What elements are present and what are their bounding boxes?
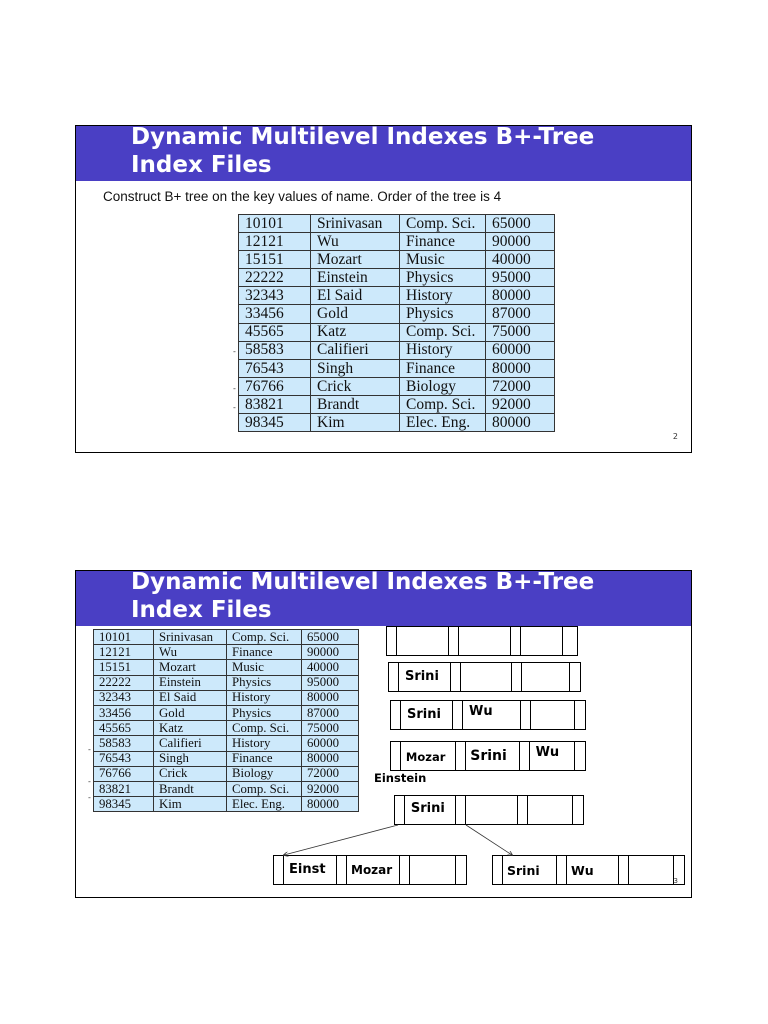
table-cell: Finance [227,751,302,766]
table-cell: 76543 [239,359,311,377]
node-key: Wu [571,863,594,878]
table-cell: Physics [227,675,302,690]
node-key: Srini [470,748,507,764]
table-cell: 40000 [486,251,555,269]
table-cell: Kim [154,797,227,812]
table-cell: 76543 [94,751,154,766]
table-row [239,269,555,287]
table-cell: Comp. Sci. [227,781,302,796]
table-cell: Srinivasan [311,215,400,233]
table-cell: Comp. Sci. [400,215,486,233]
table-cell: 60000 [302,736,359,751]
table-cell: Mozart [154,660,227,675]
table-cell: El Said [154,690,227,705]
table-cell: 58583 [239,341,311,359]
table-cell: 92000 [486,395,555,413]
table-cell: 72000 [302,766,359,781]
tree-edges [76,571,691,897]
overflow-key-label: Einstein [374,771,427,785]
table-cell: 90000 [486,233,555,251]
page-number: 3 [673,877,678,885]
table-row [239,215,555,233]
table-cell: Physics [400,305,486,323]
node-key: Mozar [405,750,446,764]
table-cell: 10101 [94,630,154,645]
table-cell: 12121 [239,233,311,251]
slide-1-title [131,123,671,179]
table-cell: 83821 [239,395,311,413]
page-number: 2 [672,432,678,441]
table-cell: 65000 [486,215,555,233]
slide-1-title-banner [76,126,691,181]
table-cell: History [227,690,302,705]
table-cell: 58583 [94,736,154,751]
table-cell: 80000 [486,359,555,377]
node-key: Wu [469,704,493,719]
table-cell: 92000 [302,781,359,796]
table-cell: 95000 [302,675,359,690]
table-cell: Gold [311,305,400,323]
slide-2-title-line-2: Index Files [131,597,272,623]
bullet-mark: - [233,347,236,356]
table-cell: 33456 [239,305,311,323]
table-cell: History [400,287,486,305]
table-cell: 95000 [486,269,555,287]
table-cell: Mozart [311,251,400,269]
table-cell: Biology [227,766,302,781]
table-cell: Finance [400,233,486,251]
table-cell: Einstein [311,269,400,287]
slide-1 [75,125,692,453]
table-cell: 80000 [486,414,555,432]
edge-root-to-left-leaf [284,825,398,855]
table-cell: Finance [400,359,486,377]
table-cell: Kim [311,414,400,432]
table-cell: 83821 [94,781,154,796]
table-cell: Califieri [311,341,400,359]
table-cell: 87000 [302,705,359,720]
node-key: Wu [535,745,560,760]
bullet-mark: - [88,745,91,754]
edge-root-to-right-leaf [466,825,512,855]
table-cell: 15151 [239,251,311,269]
table-row [239,414,555,432]
table-cell: 98345 [239,414,311,432]
node-key: Srini [407,707,441,722]
node-key: Einst [289,862,326,877]
table-cell: History [227,736,302,751]
table-row [239,323,555,341]
table-cell: 76766 [94,766,154,781]
slide-1-title-line-1: Dynamic Multilevel Indexes B+-Tree [131,124,595,150]
table-cell: Comp. Sci. [400,323,486,341]
table-cell: Gold [154,705,227,720]
table-cell: 87000 [486,305,555,323]
table-cell: Wu [154,645,227,660]
table-cell: Brandt [154,781,227,796]
table-cell: Katz [154,721,227,736]
table-cell: 76766 [239,377,311,395]
node-key: Srini [404,669,439,684]
table-cell: History [400,341,486,359]
table-cell: 72000 [486,377,555,395]
table-cell: Crick [311,377,400,395]
table-cell: Comp. Sci. [227,630,302,645]
bullet-mark: - [233,403,236,412]
table-cell: Singh [154,751,227,766]
table-cell: 33456 [94,705,154,720]
table-cell: Comp. Sci. [400,395,486,413]
bullet-mark: - [88,777,91,786]
table-cell: Finance [227,645,302,660]
table-cell: 32343 [94,690,154,705]
table-cell: 65000 [302,630,359,645]
node-key: Mozar [351,863,393,877]
table-cell: Elec. Eng. [400,414,486,432]
table-row [239,359,555,377]
table-cell: 45565 [94,721,154,736]
table-cell: 40000 [302,660,359,675]
table-cell: 90000 [302,645,359,660]
node-key: Srini [410,801,445,816]
table-cell: Califieri [154,736,227,751]
table-row [239,377,555,395]
table-cell: Physics [400,269,486,287]
table-cell: 32343 [239,287,311,305]
instructor-table [238,214,555,432]
table-cell: Einstein [154,675,227,690]
table-cell: Singh [311,359,400,377]
table-cell: 80000 [486,287,555,305]
table-cell: Brandt [311,395,400,413]
table-cell: 75000 [486,323,555,341]
table-cell: 75000 [302,721,359,736]
bullet-mark: - [233,384,236,393]
bullet-mark: - [88,793,91,802]
table-row [239,251,555,269]
table-cell: 15151 [94,660,154,675]
table-row [239,305,555,323]
table-cell: 80000 [302,690,359,705]
table-cell: Elec. Eng. [227,797,302,812]
slide-1-title-line-2: Index Files [131,152,272,178]
table-cell: 45565 [239,323,311,341]
table-cell: Music [227,660,302,675]
table-cell: 80000 [302,797,359,812]
slide-1-instruction: Construct B+ tree on the key values of name. Order of the tree is 4 [103,189,502,204]
table-cell: 22222 [239,269,311,287]
table-row [239,287,555,305]
table-cell: 80000 [302,751,359,766]
table-cell: Biology [400,377,486,395]
table-cell: Crick [154,766,227,781]
slide-2 [75,570,692,898]
table-cell: 22222 [94,675,154,690]
table-cell: Comp. Sci. [227,721,302,736]
table-cell: Physics [227,705,302,720]
table-cell: Music [400,251,486,269]
table-cell: Katz [311,323,400,341]
table-row [239,395,555,413]
node-key: Srini [507,863,540,878]
table-cell: 98345 [94,797,154,812]
table-cell: 10101 [239,215,311,233]
table-cell: Srinivasan [154,630,227,645]
slide-2-title-line-1: Dynamic Multilevel Indexes B+-Tree [131,569,595,595]
table-cell: 60000 [486,341,555,359]
table-row [239,233,555,251]
table-row [239,341,555,359]
table-cell: El Said [311,287,400,305]
table-cell: Wu [311,233,400,251]
table-cell: 12121 [94,645,154,660]
